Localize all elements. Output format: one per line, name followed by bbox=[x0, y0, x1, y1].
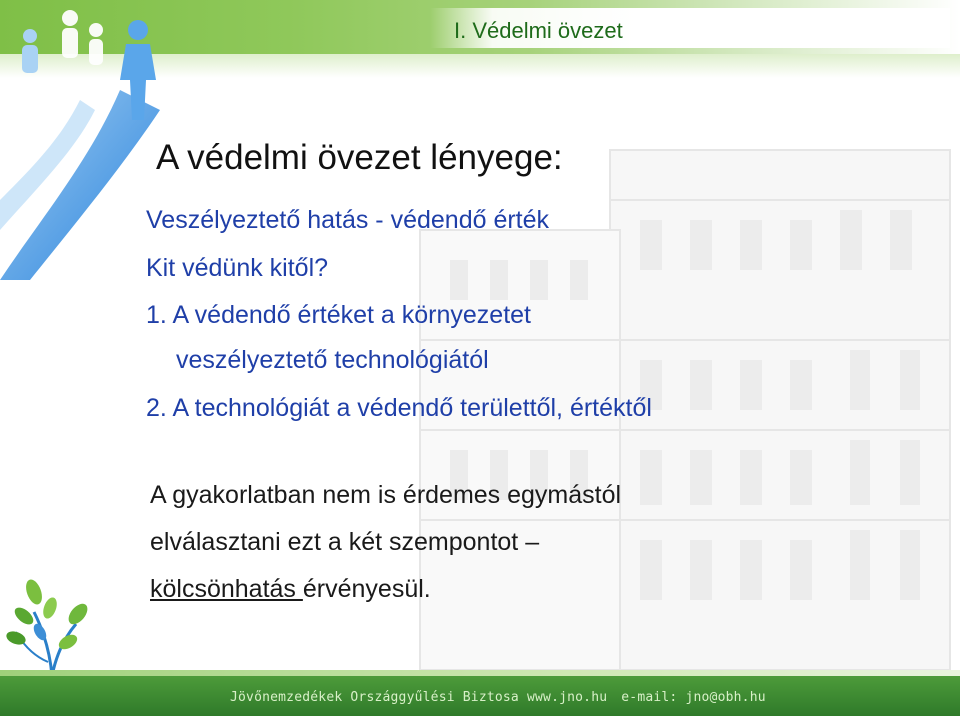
footer-email-link[interactable]: e-mail: jno@obh.hu bbox=[621, 690, 766, 705]
line-whom-protect: Kit védünk kitől? bbox=[146, 254, 329, 282]
header-title-box bbox=[430, 8, 950, 48]
list-item-1-continuation: veszélyeztető technológiától bbox=[176, 346, 489, 374]
footer-org-link[interactable]: Jövőnemzedékek Országgyűlési Biztosa www.jno.hu bbox=[230, 690, 608, 705]
list-item-1 bbox=[146, 301, 531, 330]
header-title: I. Védelmi övezet bbox=[454, 18, 623, 43]
paragraph-line-3 bbox=[150, 575, 431, 604]
list-item-1-text: A védendő értéket a környezetet bbox=[172, 301, 532, 329]
list-item-2-text: A technológiát a védendő területtől, értéktől bbox=[172, 394, 652, 422]
list-item-2 bbox=[146, 394, 652, 423]
footer-bar bbox=[0, 676, 960, 716]
paragraph-line-1: A gyakorlatban nem is érdemes egymástól bbox=[150, 481, 622, 509]
paragraph-line-2: elválasztani ezt a két szempontot – bbox=[150, 528, 540, 556]
plant-sprout-icon bbox=[4, 572, 104, 676]
line-threat-value: Veszélyeztető hatás - védendő érték bbox=[146, 206, 550, 234]
slide-heading: A védelmi övezet lényege: bbox=[156, 138, 563, 177]
list-item-2-number: 2. bbox=[146, 394, 167, 422]
underlined-term: kölcsönhatás bbox=[150, 575, 303, 603]
paragraph-line-3-rest: érvényesül. bbox=[302, 575, 431, 603]
footer-text bbox=[230, 690, 766, 705]
list-item-1-number: 1. bbox=[146, 301, 167, 329]
